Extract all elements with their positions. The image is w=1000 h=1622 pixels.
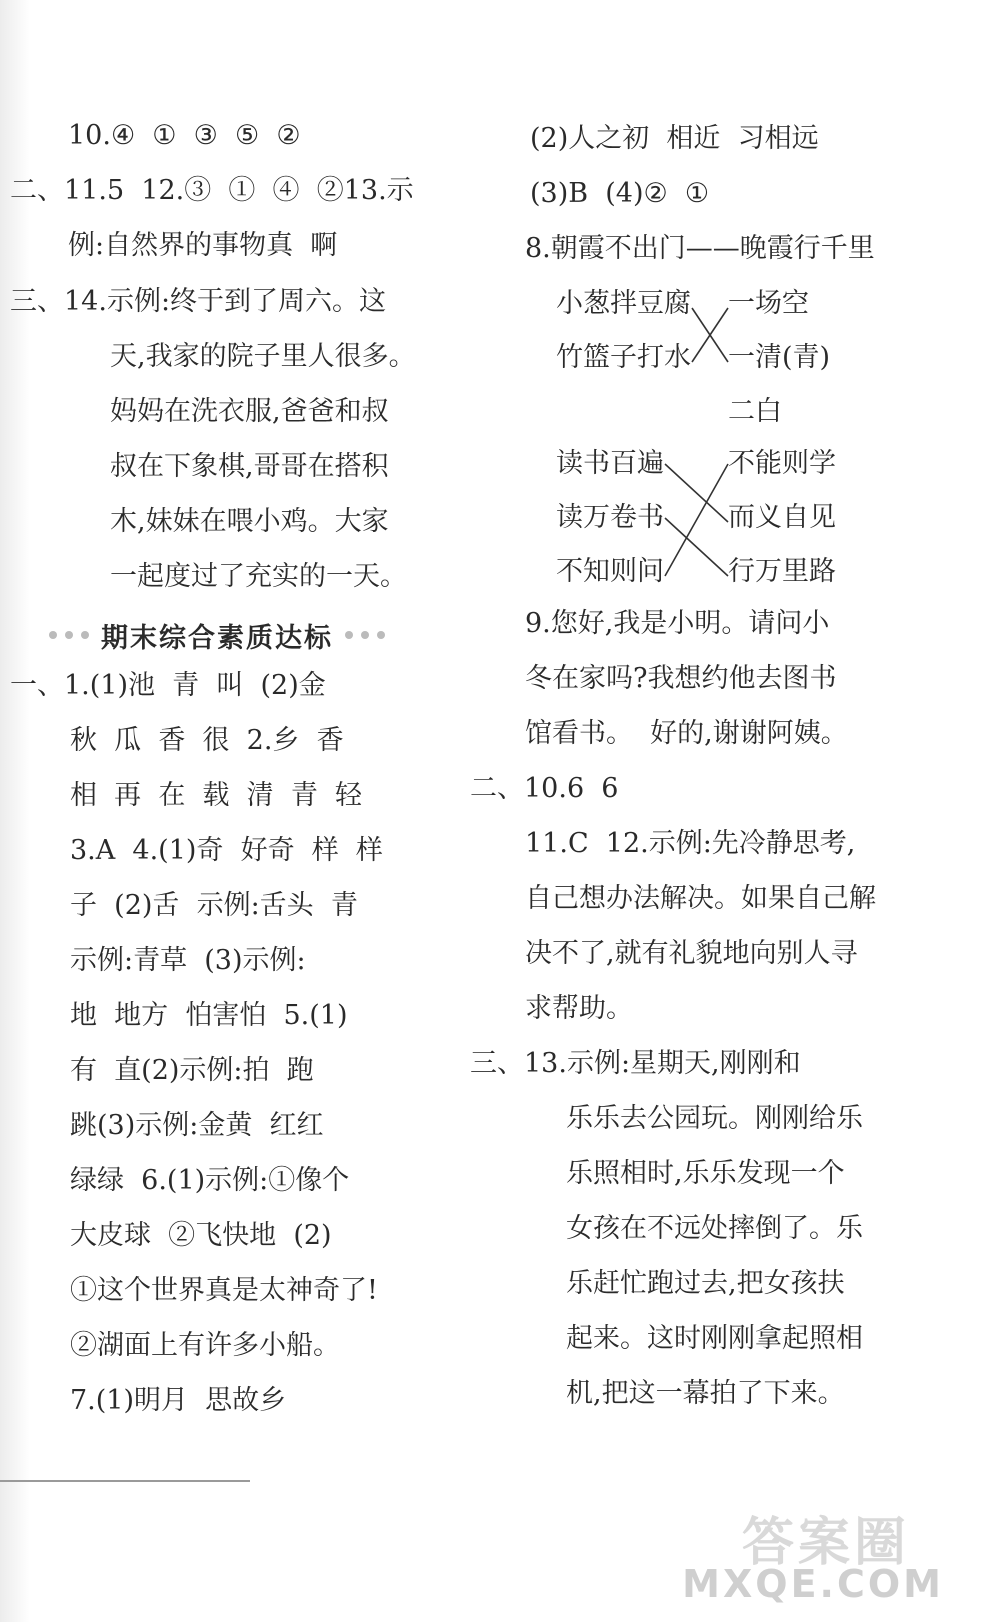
- answer-line: 馆看书。 好的,谢谢阿姨。: [525, 718, 848, 749]
- decorative-dots: [49, 631, 89, 639]
- match-line: [665, 464, 728, 522]
- answer-line: 二、11.5 12.③ ① ④ ②13.示: [10, 175, 414, 206]
- answer-line: 例:自然界的事物真 啊: [68, 230, 338, 261]
- answer-line: 女孩在不远处摔倒了。乐: [566, 1213, 863, 1244]
- answer-line: 木,妹妹在喂小鸡。大家: [110, 506, 389, 537]
- answer-line: 绿绿 6.(1)示例:①像个: [70, 1165, 350, 1196]
- answer-line: 妈妈在洗衣服,爸爸和叔: [110, 396, 389, 427]
- answer-line: 3.A 4.(1)奇 好奇 样 样: [70, 835, 383, 866]
- match-line: [692, 308, 728, 362]
- answer-line: 8.朝霞不出门——晚霞行千里: [525, 233, 875, 264]
- answer-line: 冬在家吗?我想约他去图书: [525, 663, 837, 694]
- answer-line: 乐赶忙跑过去,把女孩扶: [566, 1268, 845, 1299]
- answer-line: 乐照相时,乐乐发现一个: [566, 1158, 845, 1189]
- answer-line: 秋 瓜 香 很 2.乡 香: [70, 725, 344, 756]
- answer-line: (3)B (4)② ①: [530, 178, 710, 209]
- answer-line: 示例:青草 (3)示例:: [70, 945, 306, 976]
- answer-line: 三、13.示例:星期天,刚刚和: [470, 1048, 801, 1079]
- match-left-item: 竹篮子打水: [556, 342, 691, 373]
- answer-line: 7.(1)明月 思故乡: [70, 1385, 287, 1416]
- answer-line: 自己想办法解决。如果自己解: [525, 883, 876, 914]
- answer-line: 机,把这一幕拍了下来。: [566, 1378, 845, 1409]
- answer-line: 11.C 12.示例:先冷静思考,: [525, 828, 856, 859]
- answer-line: 叔在下象棋,哥哥在搭积: [110, 451, 389, 482]
- answer-line: 9.您好,我是小明。请问小: [525, 608, 830, 639]
- answer-line: 地 地方 怕害怕 5.(1): [70, 1000, 348, 1031]
- match-right-item: 二白: [728, 396, 782, 427]
- match-line: [692, 308, 728, 362]
- match-right-item: 行万里路: [728, 556, 836, 587]
- page-gutter-shadow: [0, 0, 30, 1622]
- answer-line: 有 直(2)示例:拍 跑: [70, 1055, 314, 1086]
- match-left-item: 读书百遍: [556, 448, 664, 479]
- answer-line: ②湖面上有许多小船。: [70, 1330, 340, 1361]
- answer-line: 决不了,就有礼貌地向别人寻: [525, 938, 858, 969]
- answer-line: 子 (2)舌 示例:舌头 青: [70, 890, 358, 921]
- match-right-item: 一场空: [728, 288, 809, 319]
- footer-rule: [0, 1480, 250, 1482]
- watermark-logo: 答案圈: [741, 1513, 910, 1573]
- match-right-item: 而义自见: [728, 502, 836, 533]
- answer-line: 起来。这时刚刚拿起照相: [566, 1323, 863, 1354]
- answer-line: 一起度过了充实的一天。: [110, 561, 407, 592]
- answer-line: 跳(3)示例:金黄 红红: [70, 1110, 324, 1141]
- match-left-item: 小葱拌豆腐: [556, 288, 691, 319]
- match-line: [665, 518, 728, 576]
- answer-line: 相 再 在 载 清 青 轻: [70, 780, 362, 811]
- answer-line: ①这个世界真是太神奇了!: [70, 1275, 378, 1306]
- section-title: [42, 620, 392, 654]
- decorative-dots: [345, 631, 385, 639]
- answer-line: 天,我家的院子里人很多。: [110, 341, 416, 372]
- answer-line: 三、14.示例:终于到了周六。这: [10, 286, 387, 317]
- match-right-item: 不能则学: [728, 448, 836, 479]
- answer-line: 乐乐去公园玩。刚刚给乐: [566, 1103, 863, 1134]
- answer-line: 10.④ ① ③ ⑤ ②: [68, 120, 301, 151]
- answer-line: (2)人之初 相近 习相远: [530, 123, 819, 154]
- match-left-item: 不知则问: [556, 556, 664, 587]
- watermark-url: MXQE.COM: [682, 1562, 944, 1606]
- watermark: [470, 1500, 970, 1610]
- match-right-item: 一清(青): [728, 342, 831, 373]
- answer-line: 二、10.6 6: [470, 773, 619, 804]
- section-title-text: 期末综合素质达标: [101, 622, 333, 654]
- answer-line: 大皮球 ②飞快地 (2): [70, 1220, 332, 1251]
- answer-line: 一、1.(1)池 青 叫 (2)金: [10, 670, 326, 701]
- answer-line: 求帮助。: [525, 993, 633, 1024]
- match-left-item: 读万卷书: [556, 502, 664, 533]
- match-line: [665, 464, 728, 576]
